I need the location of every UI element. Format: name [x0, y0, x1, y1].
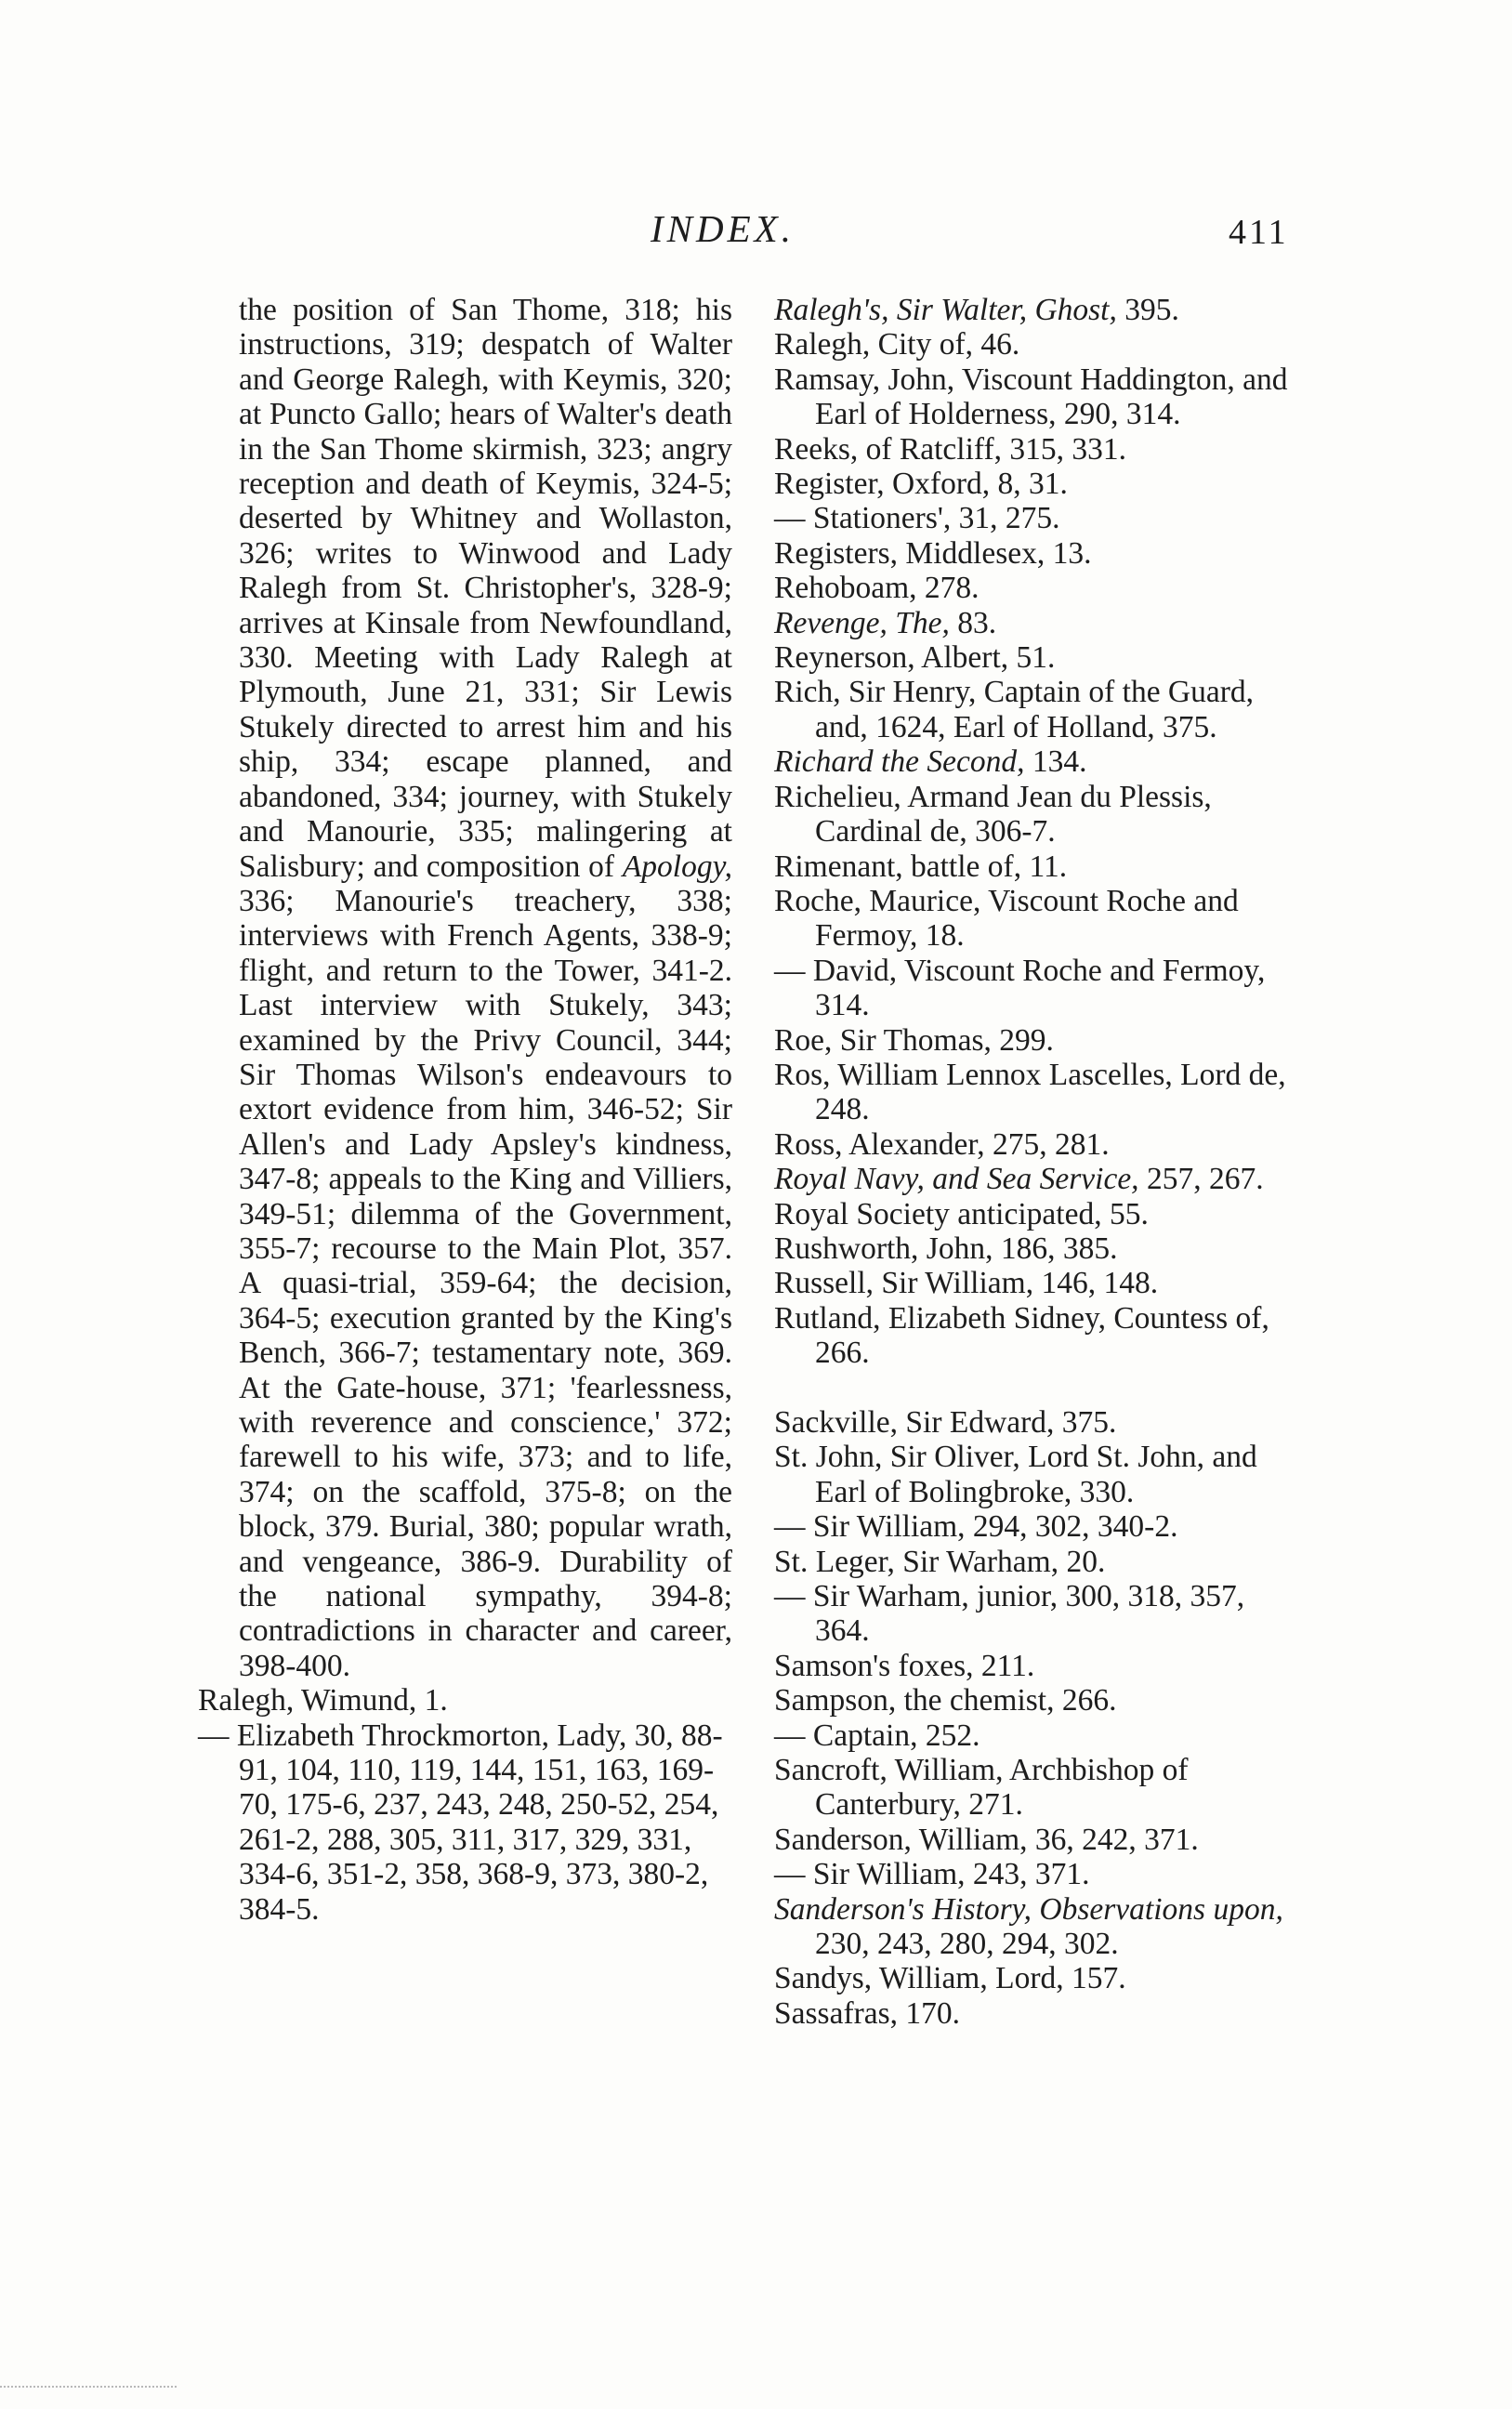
entry-text: 257, 267.: [1138, 1162, 1264, 1197]
entry-text: — Captain, 252.: [774, 1718, 980, 1753]
continuation-text: the position of San Thome, 318; his instructions, 319; despatch of Walter and George Ralegh, with Keymis, 320; at Puncto Gallo; hears of Walter's death in the San Thome skirmish, 323; angry reception and death of Keymis, 324-5; deserted by Whitney and Wollaston, 326; writes to Winwood and Lady Ralegh from St. Christopher's, 328-9; arrives at Kinsale from Newfoundland, 330. Meeting with Lady Ralegh at Plymouth, June 21, 331; Sir Lewis Stukely directed to arrest him and his ship, 334; escape planned, and abandoned, 334; journey, with Stukely and Manourie, 335; malingering at Salisbury; and composition of: [239, 293, 732, 884]
index-entry: — Elizabeth Throckmorton, Lady, 30, 88-91, 104, 110, 119, 144, 151, 163, 169-70, 175-6, 237, 243, 248, 250-52, 254, 261-2, 288, 305, 311, 317, 329, 331, 334-6, 351-2, 358, 368-9, 373, 380-2, 384-5.: [198, 1718, 723, 1927]
index-entry: [774, 1753, 1304, 1823]
entry-text: St. John, Sir Oliver, Lord St. John, and Earl of Bolingbroke, 330.: [774, 1440, 1257, 1509]
index-entry: [774, 1961, 1304, 1995]
entry-text: Sampson, the chemist, 266.: [774, 1683, 1117, 1718]
entry-text: Richelieu, Armand Jean du Plessis, Cardinal de, 306-7.: [774, 779, 1212, 849]
entry-text: 395.: [1116, 293, 1179, 327]
entry-text: Roe, Sir Thomas, 299.: [774, 1022, 1054, 1058]
index-entry: [774, 675, 1304, 744]
index-entry: [774, 1162, 1304, 1196]
entry-text: Sanderson, William, 36, 242, 371.: [774, 1822, 1199, 1857]
index-entry: [774, 1857, 1304, 1891]
entry-title-italic: Richard the Second,: [774, 744, 1025, 780]
left-column: [198, 293, 732, 1927]
entry-text: Reynerson, Albert, 51.: [774, 640, 1056, 676]
index-entry: [774, 1892, 1304, 1962]
index-entry: [774, 1023, 1304, 1058]
entry-text: Ralegh, City of, 46.: [774, 327, 1020, 362]
index-entry: [774, 606, 1304, 640]
entry-text: — David, Viscount Roche and Fermoy, 314.: [774, 953, 1266, 1023]
index-entry: [774, 536, 1304, 571]
index-entry: [774, 1823, 1304, 1857]
running-head: INDEX.: [651, 207, 795, 250]
index-list-s: [774, 1405, 1304, 2031]
entry-text: Sancroft, William, Archbishop of Canterbury, 271.: [774, 1753, 1189, 1823]
entry-text: Ross, Alexander, 275, 281.: [774, 1126, 1110, 1162]
index-entry: [774, 1579, 1304, 1649]
continuation-text-2: 336; Manourie's treachery, 338; interviews with French Agents, 338-9; flight, and return to the Tower, 341-2. Last interview with Stukely, 343; examined by the Privy Council, 344; Sir Thomas Wilson's endeavours to extort evidence from him, 346-52; Sir Allen's and Lady Apsley's kindness, 347-8; appeals to the King and Villiers, 349-51; dilemma of the Government, 355-7; recourse to the Main Plot, 357. A quasi-trial, 359-64; the decision, 364-5; execution granted by the King's Bench, 366-7; testamentary note, 369. At the Gate-house, 371; 'fearlessness, with reverence and conscience,' 372; farewell to his wife, 373; and to life, 374; on the scaffold, 375-8; on the block, 379. Burial, 380; popular wrath, and vengeance, 386-9. Durability of the national sympathy, 394-8; contradictions in character and career, 398-400.: [239, 883, 732, 1683]
entry-text: Rushworth, John, 186, 385.: [774, 1231, 1118, 1266]
index-entry: [774, 1405, 1304, 1440]
index-entry: [774, 1545, 1304, 1579]
entry-text: Russell, Sir William, 146, 148.: [774, 1266, 1159, 1301]
index-entry: [774, 1649, 1304, 1683]
entry-text: St. Leger, Sir Warham, 20.: [774, 1544, 1106, 1579]
index-entry: [774, 1266, 1304, 1300]
entry-title-italic: Revenge, The,: [774, 605, 950, 640]
index-entry: [774, 1440, 1304, 1509]
entry-title-italic: Ralegh's, Sir Walter, Ghost,: [774, 293, 1117, 327]
index-entry: [774, 1301, 1304, 1371]
index-list-r: [774, 293, 1304, 1371]
index-entry: [774, 1231, 1304, 1266]
index-entry: [774, 780, 1304, 849]
entry-text: — Sir William, 243, 371.: [774, 1857, 1090, 1892]
entry-title-italic: Royal Navy, and Sea Service,: [774, 1162, 1139, 1197]
entry-text: Registers, Middlesex, 13.: [774, 535, 1092, 571]
index-entry: Ralegh, Wimund, 1.: [198, 1683, 448, 1718]
index-entry: [774, 571, 1304, 605]
index-entry: [774, 1996, 1304, 2031]
scan-mark: [0, 2386, 177, 2389]
continuation-italic: Apology,: [622, 849, 732, 884]
entry-text: Reeks, of Ratcliff, 315, 331.: [774, 431, 1126, 467]
entry-text: Ros, William Lennox Lascelles, Lord de, 248.: [774, 1057, 1286, 1127]
index-entry: [774, 640, 1304, 675]
index-entry: [774, 1058, 1304, 1127]
entry-text: — Sir Warham, junior, 300, 318, 357, 364.: [774, 1579, 1245, 1649]
index-entry: [774, 1127, 1304, 1162]
entry-text: Roche, Maurice, Viscount Roche and Fermoy, 18.: [774, 883, 1239, 954]
entry-text: — Stationers', 31, 275.: [774, 501, 1060, 536]
entry-text: 230, 243, 280, 294, 302.: [815, 1927, 1119, 1962]
entry-text: Sassafras, 170.: [774, 1995, 961, 2031]
entry-text: — Sir William, 294, 302, 340-2.: [774, 1509, 1178, 1545]
index-entry: [774, 293, 1304, 327]
entry-text: Sackville, Sir Edward, 375.: [774, 1404, 1117, 1440]
index-entry: [774, 1197, 1304, 1231]
entry-text: Rich, Sir Henry, Captain of the Guard, and, 1624, Earl of Holland, 375.: [774, 675, 1255, 744]
index-entry: [774, 1718, 1304, 1753]
entry-text: 83.: [949, 605, 997, 640]
index-entry: [774, 849, 1304, 884]
right-column: [774, 293, 1304, 2031]
index-entry: [774, 362, 1304, 432]
index-entry: [774, 1509, 1304, 1544]
entry-text: Rutland, Elizabeth Sidney, Countess of, 266.: [774, 1300, 1269, 1371]
entry-text: Register, Oxford, 8, 31.: [774, 467, 1068, 502]
entry-title-italic: Sanderson's History, Observations upon,: [774, 1891, 1283, 1927]
index-entry: [774, 1683, 1304, 1718]
entry-text: 134.: [1024, 744, 1087, 780]
index-entry: [774, 467, 1304, 501]
index-entry: [774, 327, 1304, 362]
index-entry: [774, 501, 1304, 535]
index-entry: [774, 432, 1304, 467]
page-number: 411: [1229, 213, 1289, 252]
entry-text: Ramsay, John, Viscount Haddington, and Earl of Holderness, 290, 314.: [774, 362, 1288, 432]
index-entry-continuation: [198, 293, 732, 1683]
index-entry: [774, 744, 1304, 779]
entry-text: Samson's foxes, 211.: [774, 1648, 1035, 1683]
entry-text: Rimenant, battle of, 11.: [774, 849, 1068, 884]
entry-text: Royal Society anticipated, 55.: [774, 1196, 1149, 1231]
entry-text: Sandys, William, Lord, 157.: [774, 1961, 1126, 1996]
index-entry: [774, 884, 1304, 954]
section-gap: [774, 1371, 1304, 1405]
index-entry: [774, 954, 1304, 1023]
entry-text: Rehoboam, 278.: [774, 571, 980, 606]
